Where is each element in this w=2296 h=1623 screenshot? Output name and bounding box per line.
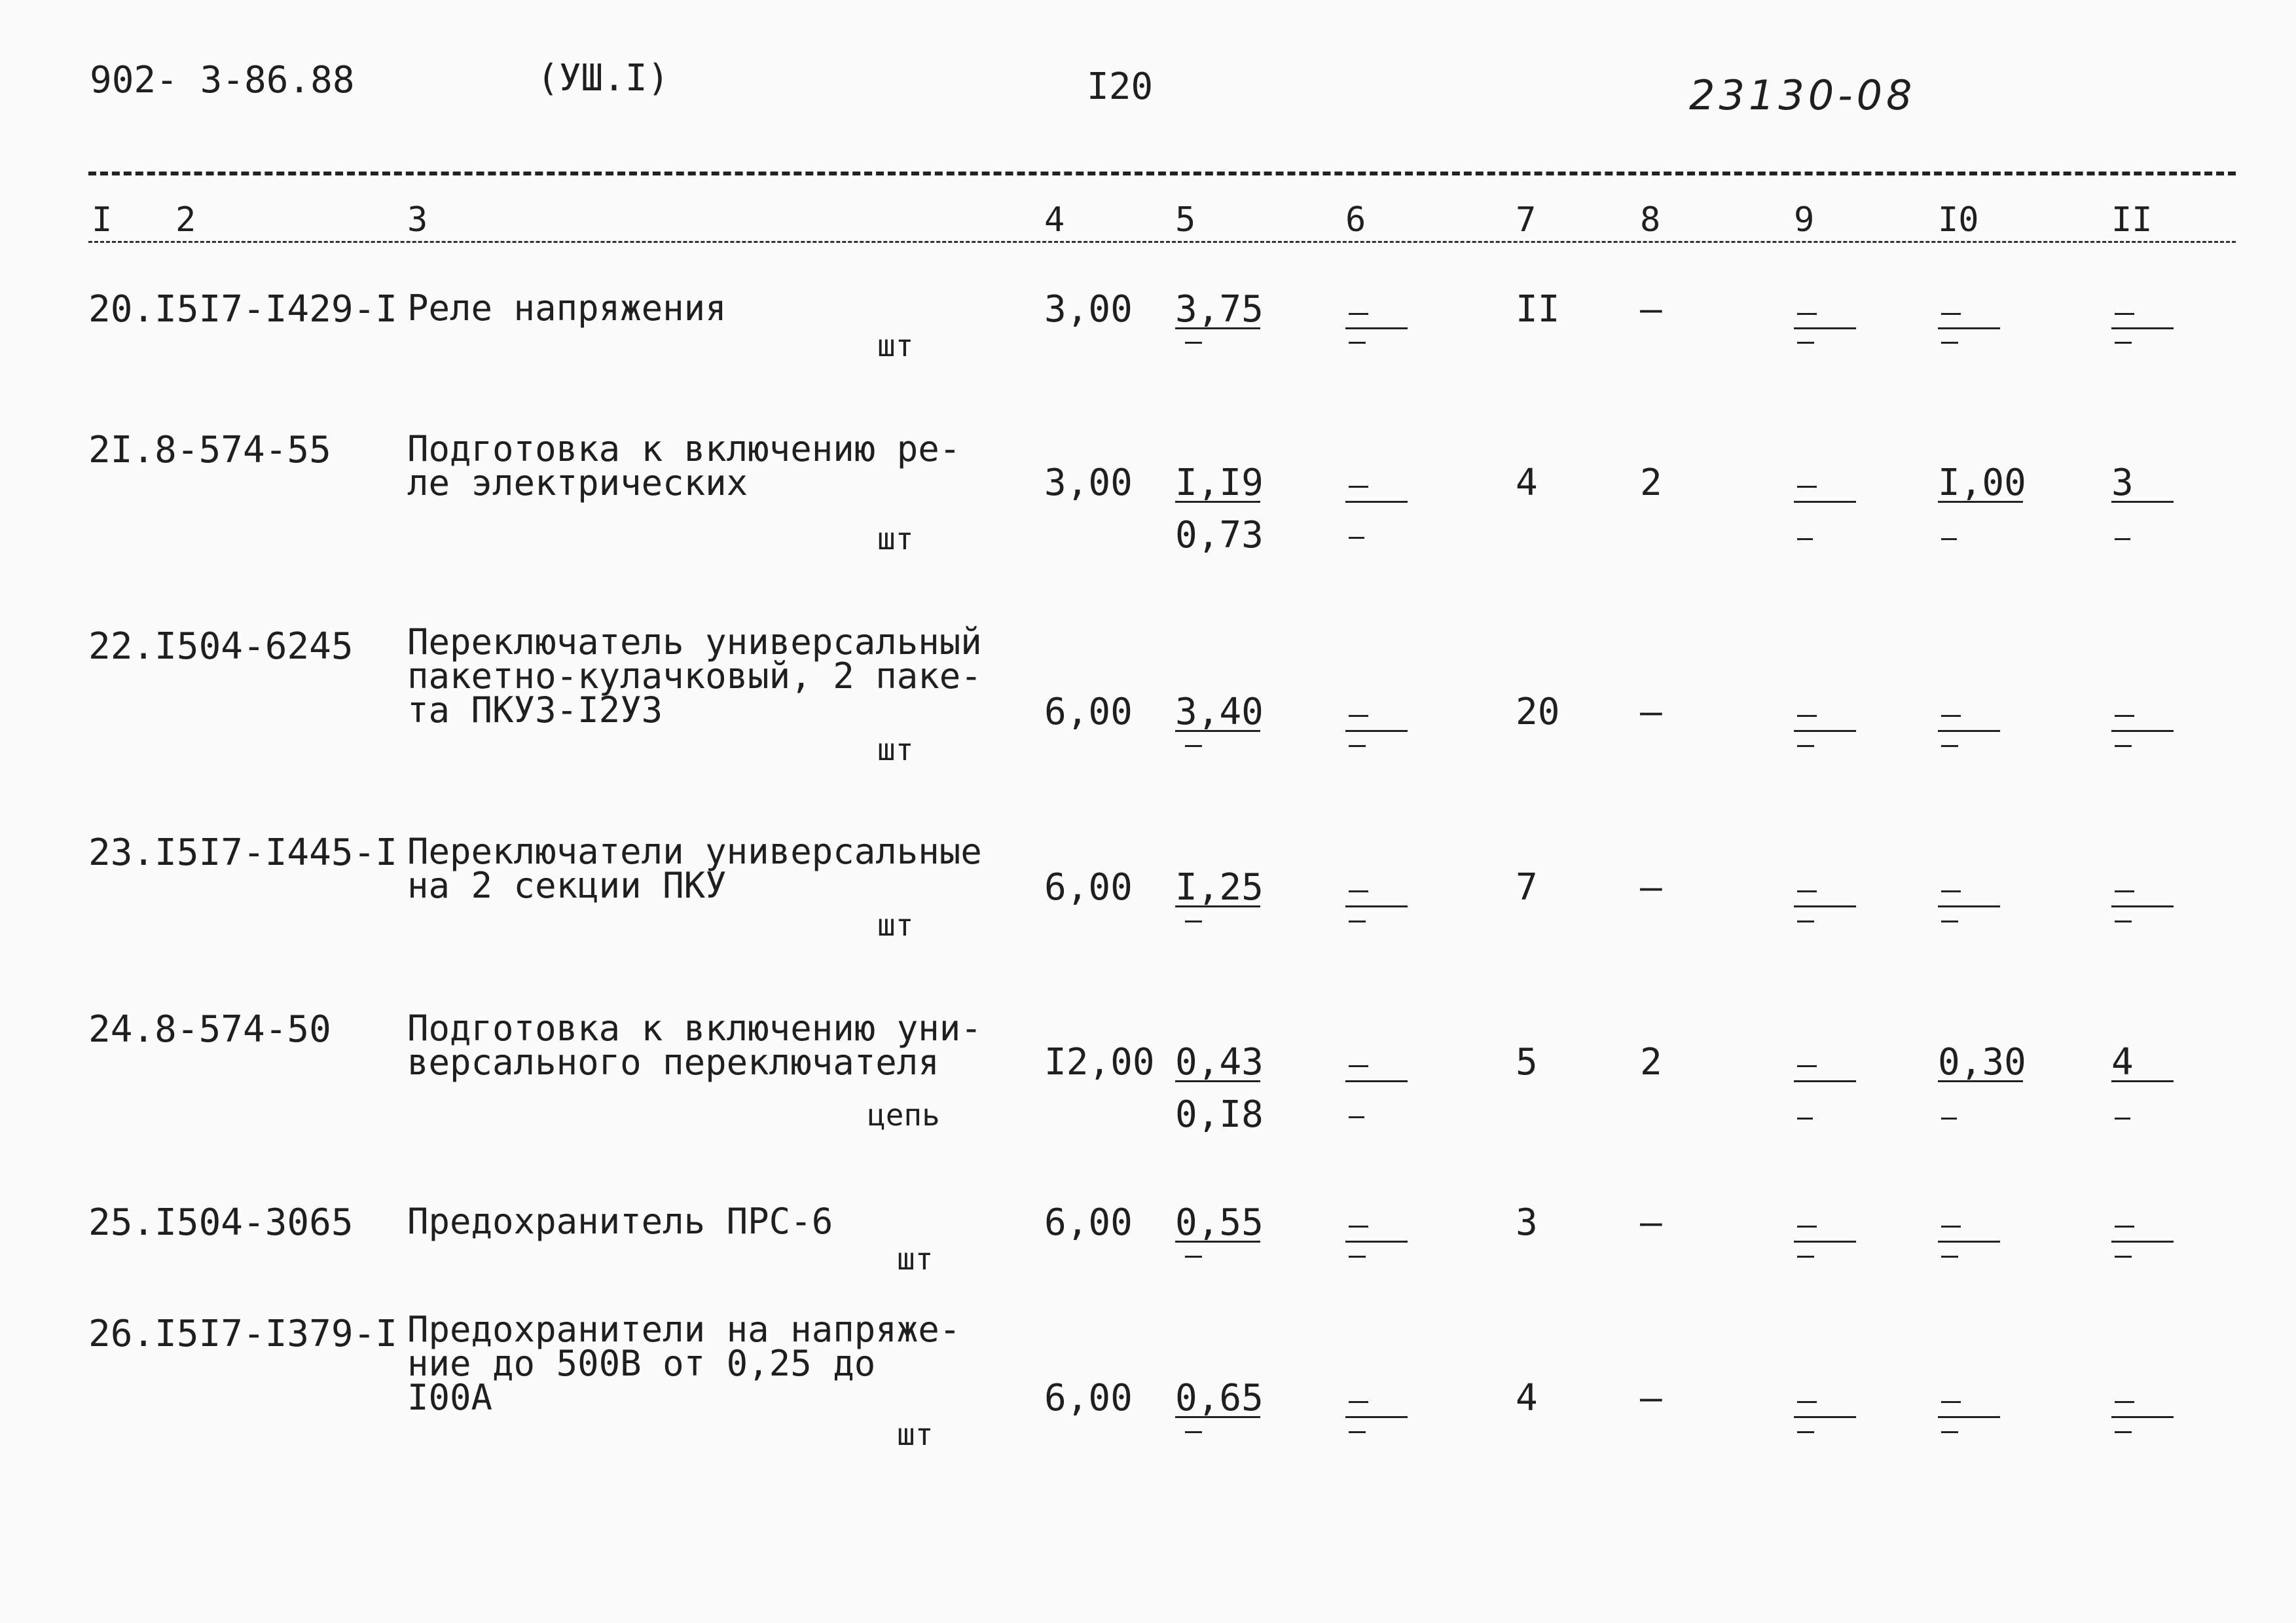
dash-mark: [1797, 1401, 1817, 1403]
value-underline: [1175, 1416, 1260, 1418]
dash-mark: [1938, 1241, 2000, 1243]
col8-value: 2: [1640, 1041, 1662, 1084]
dash-mark: [1349, 1226, 1368, 1228]
col11-value: 4: [2111, 1041, 2134, 1084]
item-unit: шт: [877, 328, 914, 363]
dash-mark: [1938, 1416, 2000, 1418]
dash-mark: [1797, 538, 1813, 540]
col7-value: 20: [1516, 691, 1560, 733]
quantity-value: 6,00: [1044, 1201, 1133, 1244]
dash-mark: [1794, 730, 1856, 732]
item-unit: шт: [877, 732, 914, 767]
item-code: 24.8-574-50: [88, 1008, 331, 1051]
dash-mark: [1185, 745, 1202, 747]
value-underline: [1938, 501, 2023, 503]
item-description: Переключатели универсальные на 2 секции ПКУ: [407, 831, 982, 906]
item-description: Подготовка к включению уни- версального переключателя: [407, 1008, 982, 1083]
dash-mark: [1349, 715, 1368, 717]
column-header-underline: [88, 241, 2236, 243]
col8-value: 2: [1640, 462, 1662, 504]
dash-mark: [1794, 905, 1856, 907]
col7-value: 7: [1516, 866, 1538, 909]
col7-value: 5: [1516, 1041, 1538, 1084]
col7-value: 3: [1516, 1201, 1538, 1244]
column-number: II: [2111, 200, 2153, 240]
item-description: Переключатель универсальный пакетно-кулачковый, 2 паке- та ПКУЗ-I2УЗ: [407, 621, 982, 731]
dash-mark: [2111, 730, 2174, 732]
item-unit: шт: [897, 1417, 934, 1452]
col8-value: –: [1640, 1201, 1662, 1244]
dash-mark: [1797, 1065, 1817, 1067]
col11-value: 3: [2111, 462, 2134, 504]
dash-mark: [1797, 486, 1817, 488]
dash-mark: [1797, 1226, 1817, 1228]
dash-mark: [1349, 486, 1368, 488]
dash-mark: [1941, 1118, 1957, 1120]
dash-mark: [1941, 342, 1958, 344]
quantity-value: 3,00: [1044, 462, 1133, 504]
column-number: I0: [1938, 200, 1979, 240]
dash-mark: [1345, 1241, 1408, 1243]
dash-mark: [1345, 501, 1408, 503]
dash-mark: [1797, 1431, 1814, 1433]
price-value: 0,43: [1175, 1041, 1264, 1084]
dash-mark: [1349, 1431, 1366, 1433]
dash-mark: [1797, 890, 1817, 892]
dash-mark: [2115, 1431, 2132, 1433]
dash-mark: [1345, 730, 1408, 732]
dash-mark: [1349, 1116, 1364, 1118]
dash-mark: [1345, 905, 1408, 907]
column-number: 2: [175, 200, 196, 240]
dash-mark: [1349, 342, 1366, 344]
price-value: I,I9: [1175, 462, 1264, 504]
column-number: 7: [1516, 200, 1537, 240]
dash-mark: [2115, 745, 2132, 747]
dash-mark: [1941, 1431, 1958, 1433]
dash-mark: [1797, 1256, 1814, 1258]
dash-mark: [1185, 342, 1202, 344]
dash-mark: [2111, 905, 2174, 907]
dash-mark: [1941, 538, 1957, 540]
col8-value: –: [1640, 866, 1662, 909]
col7-value: 4: [1516, 1377, 1538, 1419]
item-code: 20.I5I7-I429-I: [88, 288, 398, 331]
price-value: 0,55: [1175, 1201, 1264, 1244]
dash-mark: [2115, 1256, 2132, 1258]
col10-value: 0,30: [1938, 1041, 2026, 1084]
item-code: 22.I504-6245: [88, 625, 354, 668]
value-underline: [2111, 1080, 2174, 1082]
dash-mark: [1794, 501, 1856, 503]
dash-mark: [1349, 537, 1364, 539]
dash-mark: [2111, 327, 2174, 329]
dash-mark: [1941, 921, 1958, 922]
value-underline: [1175, 730, 1260, 732]
quantity-value: I2,00: [1044, 1041, 1155, 1084]
dash-mark: [1185, 1256, 1202, 1258]
dash-mark: [1938, 327, 2000, 329]
quantity-value: 6,00: [1044, 866, 1133, 909]
item-description: Предохранители на напряже- ние до 500В от 0,25 до I00А: [407, 1309, 961, 1418]
dash-mark: [1797, 313, 1817, 315]
dash-mark: [1794, 1241, 1856, 1243]
dash-mark: [1797, 745, 1814, 747]
column-number: 6: [1345, 200, 1366, 240]
dash-mark: [1794, 1080, 1856, 1082]
dash-mark: [1797, 342, 1814, 344]
handwritten-reference: 23130-08: [1689, 71, 1916, 119]
dash-mark: [1941, 1401, 1961, 1403]
item-code: 2I.8-574-55: [88, 429, 331, 471]
dash-mark: [1185, 921, 1202, 922]
value-underline: [1175, 327, 1260, 329]
header-separator: [88, 172, 2236, 175]
item-unit: шт: [877, 907, 914, 943]
col8-value: –: [1640, 1377, 1662, 1419]
quantity-value: 6,00: [1044, 691, 1133, 733]
price-value: I,25: [1175, 866, 1264, 909]
col7-value: II: [1516, 288, 1560, 331]
dash-mark: [1345, 327, 1408, 329]
section-label: (УШ.I): [537, 57, 670, 100]
dash-mark: [1941, 313, 1961, 315]
col10-value: I,00: [1938, 462, 2026, 504]
column-number: 5: [1175, 200, 1196, 240]
item-unit: цепь: [867, 1097, 940, 1133]
dash-mark: [2115, 890, 2134, 892]
column-number: I: [92, 200, 113, 240]
dash-mark: [2115, 313, 2134, 315]
item-description: Предохранитель ПРС-6: [407, 1201, 833, 1242]
dash-mark: [1941, 715, 1961, 717]
price-value: 3,40: [1175, 691, 1264, 733]
item-description: Реле напряжения: [407, 287, 727, 329]
dash-mark: [1349, 745, 1366, 747]
price-value-bottom: 0,I8: [1175, 1093, 1264, 1136]
dash-mark: [1349, 1256, 1366, 1258]
col8-value: –: [1640, 691, 1662, 733]
dash-mark: [1797, 921, 1814, 922]
value-underline: [1938, 1080, 2023, 1082]
dash-mark: [1941, 1226, 1961, 1228]
item-code: 23.I5I7-I445-I: [88, 831, 398, 874]
column-number: 9: [1794, 200, 1815, 240]
dash-mark: [1941, 745, 1958, 747]
dash-mark: [2115, 342, 2132, 344]
quantity-value: 6,00: [1044, 1377, 1133, 1419]
item-description: Подготовка к включению ре- ле электрических: [407, 428, 961, 503]
value-underline: [2111, 501, 2174, 503]
dash-mark: [2115, 715, 2134, 717]
dash-mark: [1349, 1065, 1368, 1067]
dash-mark: [1349, 921, 1366, 922]
dash-mark: [1938, 730, 2000, 732]
dash-mark: [1345, 1416, 1408, 1418]
item-code: 25.I504-3065: [88, 1201, 354, 1244]
dash-mark: [1941, 890, 1961, 892]
dash-mark: [2115, 1118, 2130, 1120]
value-underline: [1175, 905, 1260, 907]
dash-mark: [2115, 921, 2132, 922]
value-underline: [1175, 1241, 1260, 1243]
dash-mark: [2115, 1226, 2134, 1228]
dash-mark: [1349, 1401, 1368, 1403]
item-unit: шт: [877, 521, 914, 556]
column-number: 4: [1044, 200, 1065, 240]
col7-value: 4: [1516, 462, 1538, 504]
page-number: I20: [1087, 65, 1154, 108]
dash-mark: [1938, 905, 2000, 907]
value-underline: [1175, 1080, 1260, 1082]
dash-mark: [2111, 1241, 2174, 1243]
price-value-bottom: 0,73: [1175, 514, 1264, 556]
dash-mark: [2111, 1416, 2174, 1418]
item-code: 26.I5I7-I379-I: [88, 1313, 398, 1355]
value-underline: [1175, 501, 1260, 503]
dash-mark: [1349, 890, 1368, 892]
dash-mark: [1349, 313, 1368, 315]
dash-mark: [1185, 1431, 1202, 1433]
price-value: 0,65: [1175, 1377, 1264, 1419]
dash-mark: [1794, 1416, 1856, 1418]
col8-value: –: [1640, 288, 1662, 331]
item-unit: шт: [897, 1241, 934, 1277]
dash-mark: [2115, 538, 2130, 540]
column-number: 3: [407, 200, 428, 240]
dash-mark: [1797, 1118, 1813, 1120]
doc-code: 902- 3-86.88: [90, 59, 355, 101]
price-value: 3,75: [1175, 288, 1264, 331]
column-number: 8: [1640, 200, 1661, 240]
dash-mark: [1345, 1080, 1408, 1082]
dash-mark: [1941, 1256, 1958, 1258]
dash-mark: [1797, 715, 1817, 717]
quantity-value: 3,00: [1044, 288, 1133, 331]
dash-mark: [1794, 327, 1856, 329]
dash-mark: [2115, 1401, 2134, 1403]
